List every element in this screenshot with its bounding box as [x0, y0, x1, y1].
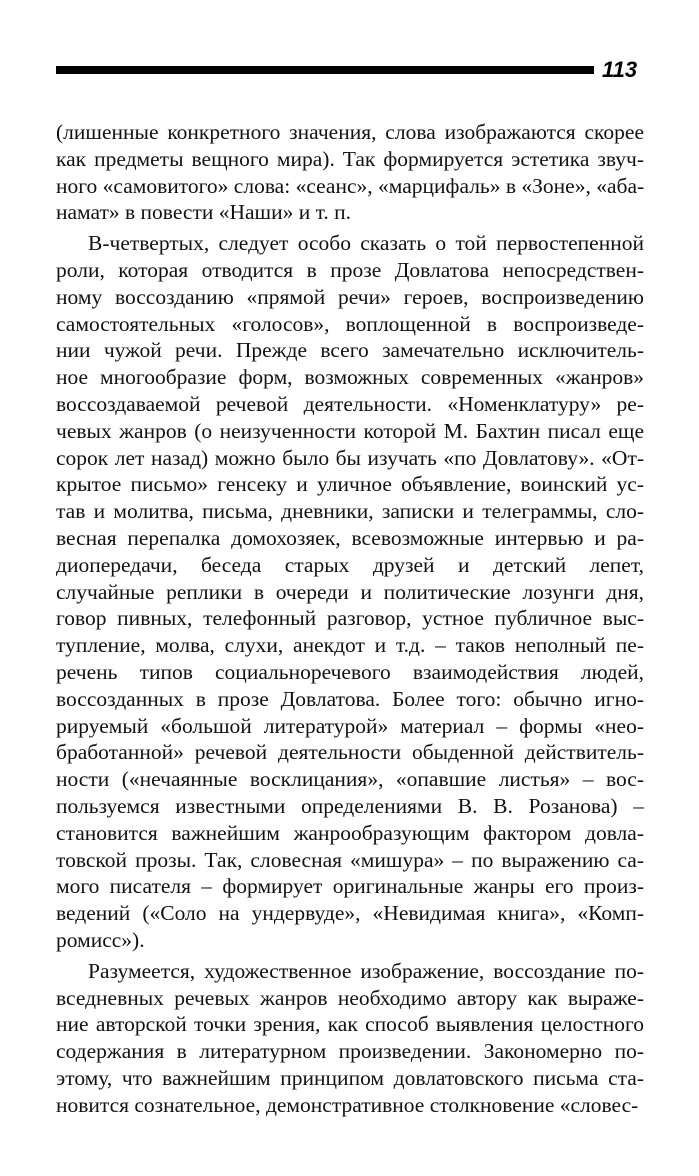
text-line: воссозданных в прозе Довлатова. Более того: обычно игно- — [56, 686, 644, 711]
text-line: намат» в повести «Наши» и т. п. — [56, 200, 352, 225]
text-line: как предметы вещного мира). Так формируется эстетика звуч- — [56, 146, 644, 171]
text-line: ведений («Соло на ундервуде», «Невидимая книга», «Комп- — [56, 901, 644, 926]
text-line: вседневных речевых жанров необходимо автору как выраже- — [56, 985, 644, 1010]
text-line: нии чужой речи. Прежде всего замечательно исключитель- — [56, 338, 644, 363]
paragraph — [56, 230, 644, 954]
text-line: товской прозы. Так, словесная «мишура» – по выражению са- — [56, 847, 644, 872]
text-line: мого писателя – формирует оригинальные жанры его произ- — [56, 874, 644, 899]
text-line: тупление, молва, слухи, анекдот и т.д. – таков неполный пе- — [56, 633, 644, 658]
text-line: сорок лет назад) можно было бы изучать «по Довлатову». «От- — [56, 445, 644, 470]
text-line: ности («нечаянные восклицания», «опавшие листья» – вос- — [56, 767, 644, 792]
text-line: (лишенные конкретного значения, слова изображаются скорее — [56, 120, 644, 144]
page-number: 113 — [602, 57, 638, 82]
text-line: весная перепалка домохозяек, всевозможные интервью и ра- — [56, 525, 644, 550]
text-line: воссоздаваемой речевой деятельности. «Номенклатуру» ре- — [56, 391, 644, 416]
paragraph — [56, 119, 644, 226]
text-line: В-четвертых, следует особо сказать о той первостепенной — [88, 231, 644, 256]
text-line: пользуемся известными определениями В. В. Розанова) – — [56, 793, 644, 818]
text-line: случайные реплики в очереди и политические лозунги дня, — [56, 579, 644, 604]
text-line: становится важнейшим жанрообразующим фактором довла- — [56, 820, 644, 845]
text-line: самостоятельных «голосов», воплощенной в воспроизведе- — [56, 311, 644, 336]
text-line: ное многообразие форм, возможных современных «жанров» — [56, 365, 644, 390]
text-line: бработанной» речевой деятельности обыденной действитель- — [56, 740, 644, 765]
text-line: речень типов социальноречевого взаимодействия людей, — [56, 659, 644, 684]
text-line: чевых жанров (о неизученности которой М. Бахтин писал еще — [56, 418, 644, 443]
text-line: ние авторской точки зрения, как способ выявления целостного — [56, 1012, 644, 1037]
text-line: диопередачи, беседа старых друзей и детский лепет, — [56, 552, 644, 577]
text-line: ромисс»). — [56, 927, 145, 952]
header-rule — [56, 66, 594, 74]
text-line: тав и молитва, письма, дневники, записки и телеграммы, сло- — [56, 499, 644, 524]
text-line: роли, которая отводится в прозе Довлатова непосредствен- — [56, 257, 644, 282]
text-line: новится сознательное, демонстративное столкновение «словес- — [56, 1092, 639, 1117]
paragraph — [56, 958, 644, 1119]
text-line: говор пивных, телефонный разговор, устное публичное выс- — [56, 606, 644, 631]
text-line: содержания в литературном произведении. Закономерно по- — [56, 1039, 644, 1064]
text-line: этому, что важнейшим принципом довлатовского письма ста- — [56, 1065, 644, 1090]
text-line: Разумеется, художественное изображение, воссоздание по- — [88, 958, 644, 983]
text-line: ному воссозданию «прямой речи» героев, воспроизведению — [56, 284, 644, 309]
text-line: рируемый «большой литературой» материал – формы «нео- — [56, 713, 644, 738]
text-line: ного «самовитого» слова: «сеанс», «марцифаль» в «Зоне», «аба- — [56, 173, 645, 198]
body-text — [56, 119, 644, 1118]
text-line: крытое письмо» генсеку и уличное объявление, воинский ус- — [56, 472, 644, 497]
